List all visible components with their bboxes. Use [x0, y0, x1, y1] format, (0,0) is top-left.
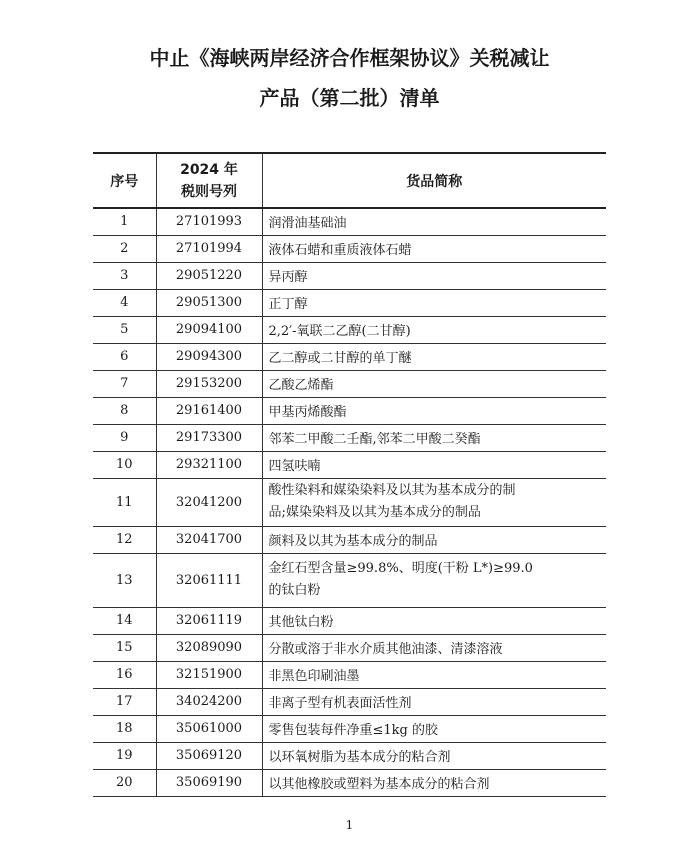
row-goods-name	[262, 478, 606, 526]
table-row	[93, 661, 606, 688]
row-goods-name: 润滑油基础油	[262, 208, 606, 235]
table-row	[93, 634, 606, 661]
row-goods-name: 四氢呋喃	[262, 451, 606, 478]
table-row	[93, 742, 606, 769]
row-goods-name: 正丁醇	[262, 289, 606, 316]
table-row	[93, 397, 606, 424]
table-row	[93, 235, 606, 262]
header-tariff-code-label: 税则号列	[181, 183, 237, 200]
header-tariff-code	[156, 153, 262, 208]
table-row	[93, 289, 606, 316]
row-index: 2	[93, 235, 156, 262]
row-index: 20	[93, 769, 156, 796]
row-tariff-code: 32041200	[156, 478, 262, 526]
row-index: 9	[93, 424, 156, 451]
page-number: 1	[345, 818, 354, 832]
tariff-table	[93, 152, 606, 797]
row-tariff-code: 35061000	[156, 715, 262, 742]
row-tariff-code: 32061111	[156, 553, 262, 607]
row-goods-name: 2,2′-氧联二乙醇(二甘醇)	[262, 316, 606, 343]
row-goods-name-line-2: 品;媒染染料及以其为基本成分的制品	[268, 505, 481, 520]
table-row	[93, 451, 606, 478]
row-index: 1	[93, 208, 156, 235]
table-header-row	[93, 153, 606, 208]
row-tariff-code: 29094300	[156, 343, 262, 370]
table-row	[93, 526, 606, 553]
row-index: 5	[93, 316, 156, 343]
row-goods-name: 乙二醇或二甘醇的单丁醚	[262, 343, 606, 370]
row-tariff-code: 35069190	[156, 769, 262, 796]
row-goods-name: 零售包装每件净重≤1kg 的胶	[262, 715, 606, 742]
table-row	[93, 478, 606, 526]
row-tariff-code: 35069120	[156, 742, 262, 769]
header-tariff-code-year: 2024 年	[180, 161, 238, 178]
row-goods-name: 非黑色印刷油墨	[262, 661, 606, 688]
row-goods-name-line-1: 酸性染料和媒染染料及以其为基本成分的制	[268, 483, 516, 498]
title-line-2: 产品（第二批）清单	[259, 86, 440, 110]
row-goods-name: 以环氧树脂为基本成分的粘合剂	[262, 742, 606, 769]
row-tariff-code: 34024200	[156, 688, 262, 715]
row-tariff-code: 29173300	[156, 424, 262, 451]
table-row	[93, 343, 606, 370]
row-goods-name: 液体石蜡和重质液体石蜡	[262, 235, 606, 262]
row-goods-name: 甲基丙烯酸酯	[262, 397, 606, 424]
row-index: 15	[93, 634, 156, 661]
table-row	[93, 715, 606, 742]
table-row	[93, 688, 606, 715]
row-tariff-code: 27101994	[156, 235, 262, 262]
title-line-1: 中止《海峡两岸经济合作框架协议》关税减让	[149, 46, 550, 70]
row-tariff-code: 32151900	[156, 661, 262, 688]
table-row	[93, 424, 606, 451]
row-index: 19	[93, 742, 156, 769]
row-index: 13	[93, 553, 156, 607]
row-index: 16	[93, 661, 156, 688]
row-goods-name	[262, 553, 606, 607]
row-index: 18	[93, 715, 156, 742]
row-index: 7	[93, 370, 156, 397]
table-row	[93, 607, 606, 634]
header-index: 序号	[93, 153, 156, 208]
row-tariff-code: 32061119	[156, 607, 262, 634]
row-goods-name-line-2: 的钛白粉	[268, 583, 321, 598]
row-index: 10	[93, 451, 156, 478]
row-tariff-code: 29153200	[156, 370, 262, 397]
row-goods-name: 以其他橡胶或塑料为基本成分的粘合剂	[262, 769, 606, 796]
row-tariff-code: 29094100	[156, 316, 262, 343]
header-goods-name: 货品简称	[262, 153, 606, 208]
row-tariff-code: 29321100	[156, 451, 262, 478]
row-goods-name: 异丙醇	[262, 262, 606, 289]
row-goods-name: 分散或溶于非水介质其他油漆、清漆溶液	[262, 634, 606, 661]
row-index: 17	[93, 688, 156, 715]
table-row	[93, 208, 606, 235]
table-row	[93, 553, 606, 607]
row-goods-name-line-1: 金红石型含量≥99.8%、明度(干粉 L*)≥99.0	[268, 561, 533, 576]
table-row	[93, 262, 606, 289]
row-index: 4	[93, 289, 156, 316]
row-index: 8	[93, 397, 156, 424]
row-index: 11	[93, 478, 156, 526]
row-index: 6	[93, 343, 156, 370]
row-tariff-code: 29161400	[156, 397, 262, 424]
row-tariff-code: 29051300	[156, 289, 262, 316]
row-tariff-code: 27101993	[156, 208, 262, 235]
row-tariff-code: 32041700	[156, 526, 262, 553]
row-tariff-code: 29051220	[156, 262, 262, 289]
row-tariff-code: 32089090	[156, 634, 262, 661]
row-index: 14	[93, 607, 156, 634]
row-goods-name: 颜料及以其为基本成分的制品	[262, 526, 606, 553]
row-index: 12	[93, 526, 156, 553]
row-goods-name: 其他钛白粉	[262, 607, 606, 634]
row-goods-name: 非离子型有机表面活性剂	[262, 688, 606, 715]
row-goods-name: 乙酸乙烯酯	[262, 370, 606, 397]
table-row	[93, 316, 606, 343]
table-row	[93, 370, 606, 397]
row-goods-name: 邻苯二甲酸二壬酯,邻苯二甲酸二癸酯	[262, 424, 606, 451]
page-title	[0, 38, 699, 118]
row-index: 3	[93, 262, 156, 289]
table-row	[93, 769, 606, 796]
